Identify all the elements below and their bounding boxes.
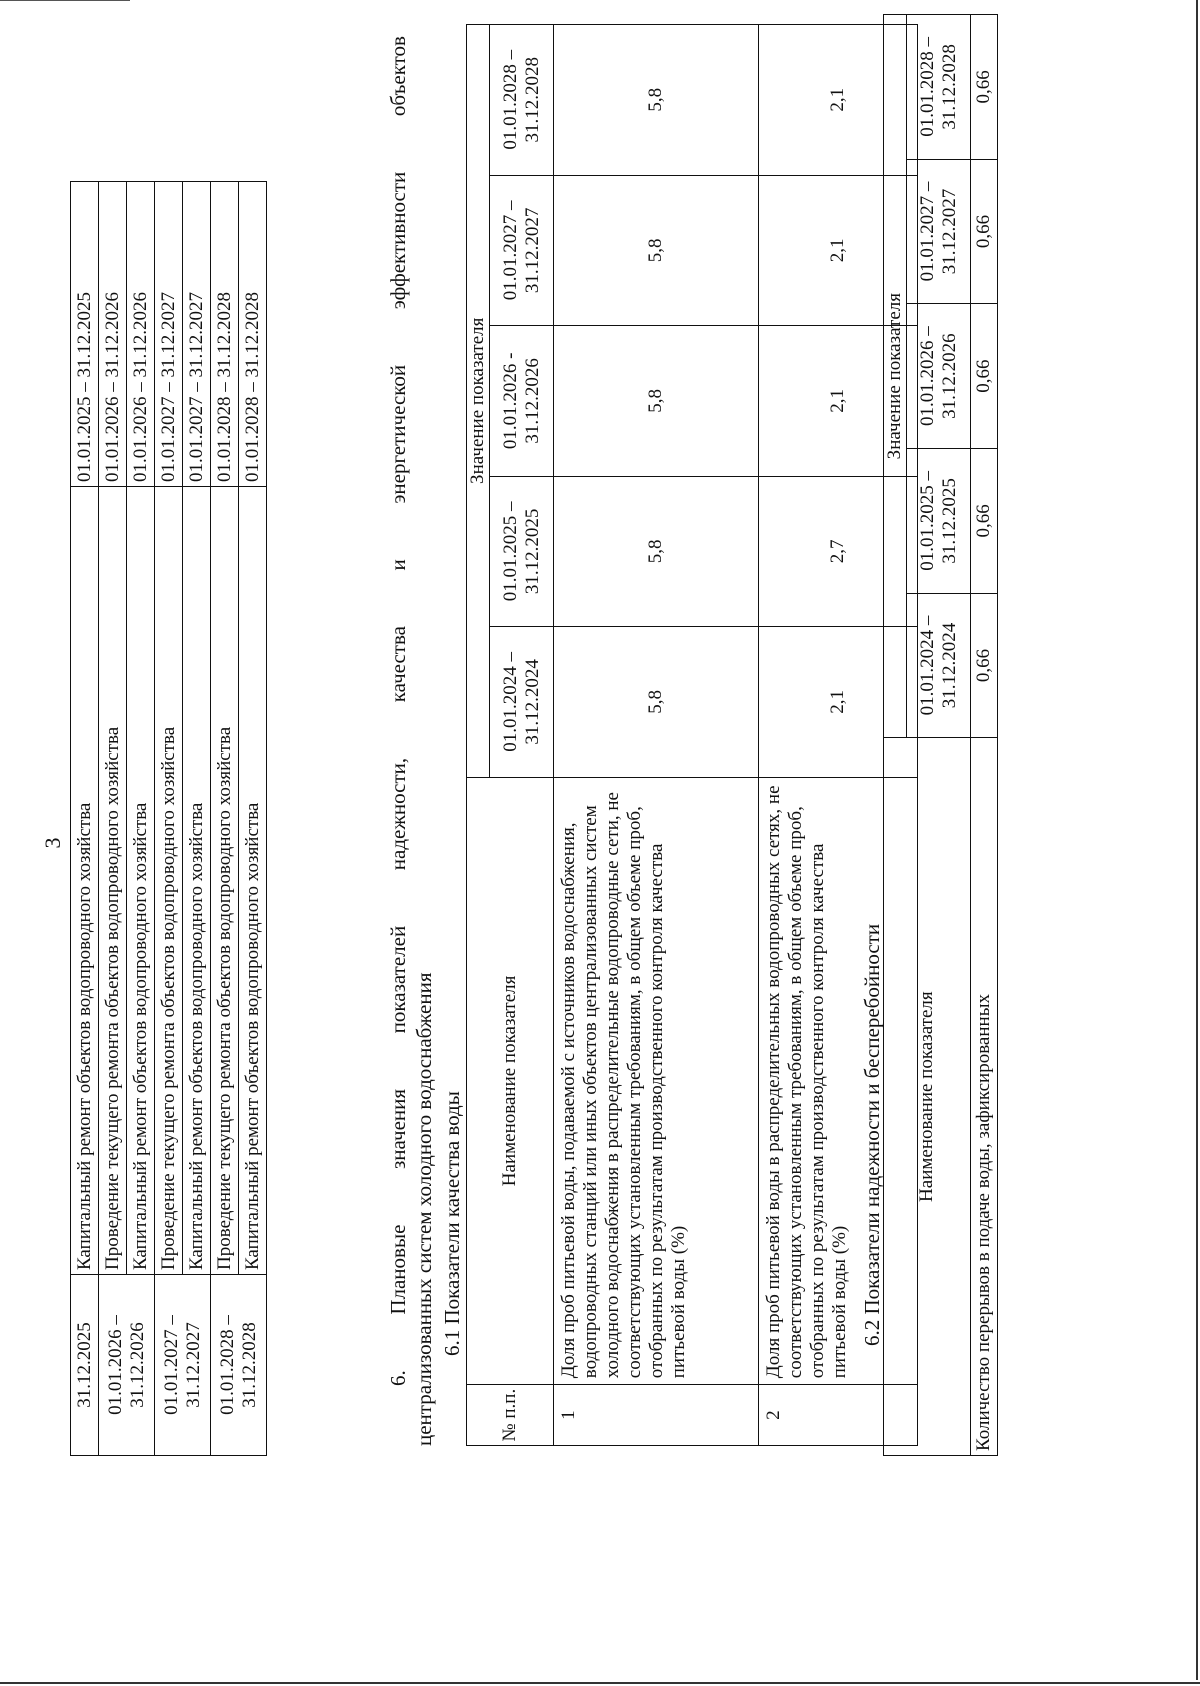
schedule-work-cell: Капитальный ремонт объектов водопроводного хозяйства: [71, 487, 99, 1275]
value-cell: 2,1: [759, 25, 918, 176]
schedule-work-cell: Капитальный ремонт объектов водопроводного хозяйства: [127, 487, 155, 1275]
schedule-range-cell: 01.01.2025 – 31.12.2025: [71, 182, 99, 487]
column-header-period: 01.01.2024 – 31.12.2024: [907, 593, 971, 738]
column-header-period: 01.01.2025 – 31.12.2025: [907, 449, 971, 594]
column-header-period: 01.01.2027 – 31.12.2027: [490, 175, 554, 326]
schedule-work-cell: Капитальный ремонт объектов водопроводного хозяйства: [239, 487, 267, 1275]
table-row: [127, 182, 155, 1456]
section-number: 6.: [386, 1370, 410, 1386]
row-number-cell: 1: [554, 1385, 759, 1446]
table-header-row: [467, 25, 490, 1446]
indicator-name-cell: Доля проб питьевой воды, подаваемой с источников водоснабжения, водопроводных станций или иных объектов централизованных систем холодного водоснабжения в распределительные водопроводные сети, не соответствующих установленным требованиям, в общем объеме проб, отобранных по результатам производственного контроля качества питьевой воды (%): [554, 777, 759, 1385]
page-number: 3: [40, 837, 65, 849]
table-row: [239, 182, 267, 1456]
column-header-period: 01.01.2025 – 31.12.2025: [490, 476, 554, 627]
column-header-name: Наименование показателя: [884, 738, 971, 1456]
works-schedule-table: [70, 181, 267, 1456]
section-6-heading: [385, 36, 437, 1446]
schedule-range-cell: 01.01.2026 – 31.12.2026: [127, 182, 155, 487]
heading-word: и: [386, 559, 410, 571]
value-cell: 5,8: [554, 175, 759, 326]
value-cell: 0,66: [971, 449, 998, 594]
schedule-period-cell: 01.01.2028 – 31.12.2028: [211, 1275, 267, 1456]
column-header-number: № п.п.: [467, 1385, 554, 1446]
value-cell: 5,8: [554, 25, 759, 176]
column-header-name: Наименование показателя: [467, 777, 554, 1385]
value-cell: 2,1: [759, 175, 918, 326]
reliability-table: [883, 14, 998, 1456]
column-header-period: 01.01.2026 – 31.12.2026: [907, 304, 971, 449]
section-6-heading-line2: централизованных систем холодного водоснабжения: [412, 972, 436, 1446]
heading-word: объектов: [386, 36, 410, 117]
heading-word: эффективности: [386, 171, 410, 310]
schedule-period-cell: 01.01.2027 – 31.12.2027: [155, 1275, 211, 1456]
value-cell: 5,8: [554, 326, 759, 477]
value-cell: 0,66: [971, 15, 998, 160]
value-cell: 5,8: [554, 627, 759, 778]
schedule-work-cell: Проведение текущего ремонта объектов водопроводного хозяйства: [99, 487, 127, 1275]
table-row: [71, 182, 99, 1456]
heading-word: энергетической: [386, 364, 410, 504]
schedule-period-cell: 31.12.2025: [71, 1275, 99, 1456]
value-cell: 0,66: [971, 159, 998, 304]
schedule-range-cell: 01.01.2026 – 31.12.2026: [99, 182, 127, 487]
value-cell: 2,7: [759, 476, 918, 627]
column-header-period: 01.01.2028 – 31.12.2028: [907, 15, 971, 160]
value-cell: 2,1: [759, 326, 918, 477]
schedule-period-cell: 01.01.2026 – 31.12.2026: [99, 1275, 155, 1456]
section-6-heading-line1: [385, 36, 411, 1446]
value-cell: 2,1: [759, 627, 918, 778]
schedule-range-cell: 01.01.2028 – 31.12.2028: [239, 182, 267, 487]
table-header-row: [884, 15, 907, 1456]
table-row: [183, 182, 211, 1456]
column-header-period: 01.01.2028 – 31.12.2028: [490, 25, 554, 176]
value-cell: 0,66: [971, 593, 998, 738]
schedule-work-cell: Проведение текущего ремонта объектов водопроводного хозяйства: [211, 487, 239, 1275]
water-quality-table: [466, 24, 918, 1446]
heading-word: значения: [386, 1088, 410, 1169]
column-header-period: 01.01.2026 - 31.12.2026: [490, 326, 554, 477]
heading-word: качества: [386, 626, 410, 703]
column-header-period: 01.01.2024 – 31.12.2024: [490, 627, 554, 778]
heading-word: надежности,: [386, 757, 410, 871]
schedule-work-cell: Капитальный ремонт объектов водопроводного хозяйства: [183, 487, 211, 1275]
table-row: [971, 15, 998, 1456]
heading-word: Плановые: [386, 1224, 410, 1315]
column-header-period: 01.01.2027 – 31.12.2027: [907, 159, 971, 304]
subsection-6-2-heading: 6.2 Показатели надежности и бесперебойности: [860, 923, 884, 1346]
indicator-name-cell: Доля проб питьевой воды в распределительных водопроводных сетях, не соответствующих установленным требованиям, в общем объеме проб, отобранных по результатам производственного контроля качества питьевой воды (%): [759, 777, 918, 1385]
table-row: [554, 25, 759, 1446]
schedule-range-cell: 01.01.2027 – 31.12.2027: [183, 182, 211, 487]
column-group-header: Значение показателя: [467, 25, 490, 778]
indicator-name-cell: Количество перерывов в подаче воды, зафиксированных: [971, 738, 998, 1456]
table-row: [155, 182, 183, 1456]
row-number-cell: 2: [759, 1385, 918, 1446]
schedule-range-cell: 01.01.2028 – 31.12.2028: [211, 182, 239, 487]
subsection-6-1-heading: 6.1 Показатели качества воды: [440, 1091, 464, 1356]
table-row: [99, 182, 127, 1456]
table-row: [211, 182, 239, 1456]
heading-word: показателей: [386, 925, 410, 1034]
value-cell: 0,66: [971, 304, 998, 449]
value-cell: 5,8: [554, 476, 759, 627]
schedule-work-cell: Проведение текущего ремонта объектов водопроводного хозяйства: [155, 487, 183, 1275]
schedule-range-cell: 01.01.2027 – 31.12.2027: [155, 182, 183, 487]
column-group-header: Значение показателя: [884, 15, 907, 738]
